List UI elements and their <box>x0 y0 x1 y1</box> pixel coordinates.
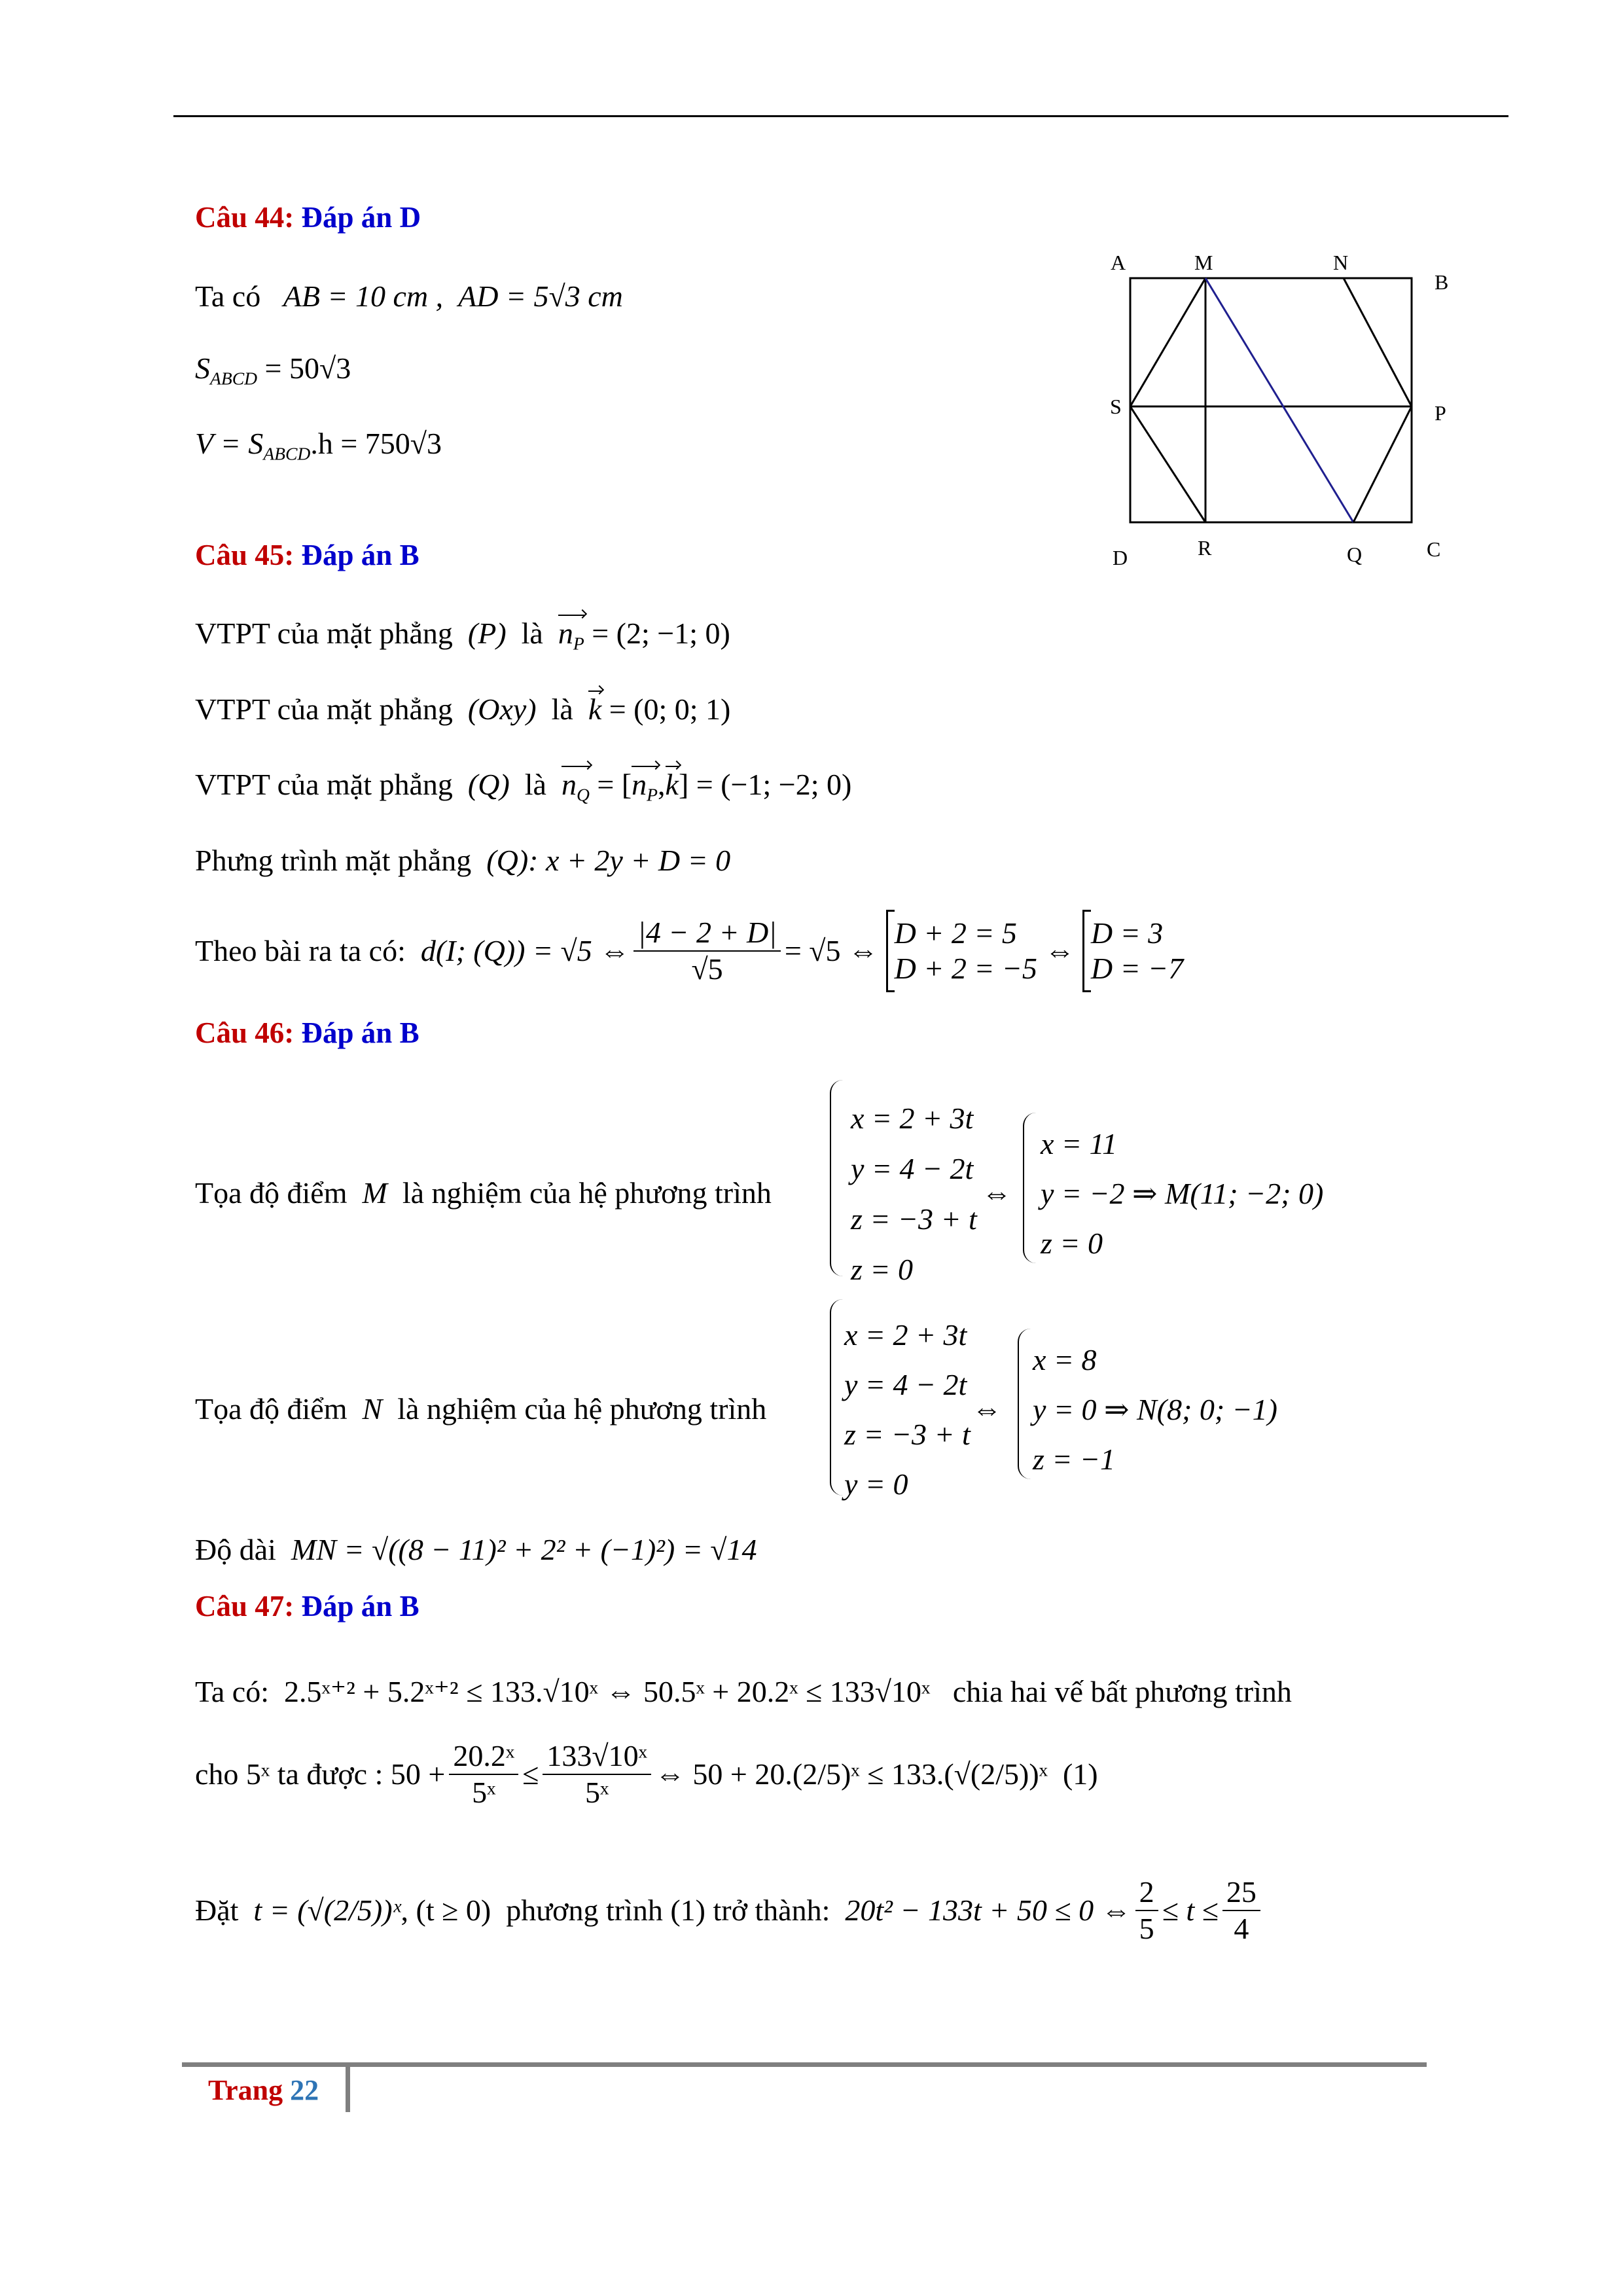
brace-n-sys <box>830 1299 844 1496</box>
question-45-heading: Câu 45: Đáp án B <box>195 539 419 571</box>
m-system: x = 2 + 3t y = 4 − 2t z = −3 + t z = 0 <box>851 1102 977 1286</box>
label-c: C <box>1427 537 1441 561</box>
label-a: A <box>1111 251 1126 274</box>
q45-line-4: Phưng trình mặt phẳng (Q): x + 2y + D = 0 <box>195 844 731 877</box>
q47-line-1: Ta có: 2.5ˣ⁺² + 5.2ˣ⁺² ≤ 133.√10ˣ ⇔ 50.5ˣ + 20.2ˣ ≤ 133√10ˣ chia hai vế bất phương trình <box>195 1675 1292 1708</box>
question-44-heading: Câu 44: Đáp án D <box>195 201 421 234</box>
label-q: Q <box>1347 543 1363 566</box>
q45-line-2: VTPT của mặt phẳng (Oxy) là k = (0; 0; 1) <box>195 692 731 726</box>
question-45-answer: Đáp án B <box>301 539 419 571</box>
q47-frac-1: $\frac{\text{20.2ˣ}}{\text{5ˣ}}$ <box>449 1741 518 1808</box>
label-r: R <box>1198 536 1212 560</box>
vector-nq: $n_Q$ <box>561 768 590 805</box>
m-equiv: ⇔ <box>982 1176 1012 1210</box>
label-m: M <box>1194 251 1213 274</box>
n-result: x = 8 y = 0 ⇒ N(8; 0; −1) z = −1 <box>1033 1343 1277 1476</box>
label-n: N <box>1333 251 1349 274</box>
q46-n-text: Tọa độ điểm N là nghiệm của hệ phương trình <box>195 1392 767 1426</box>
case-set-2: D = 3 D = −7 <box>1090 916 1184 985</box>
q47-frac-4: $\frac{25}{4}$ <box>1222 1877 1260 1944</box>
line-qp <box>1353 406 1412 522</box>
label-d: D <box>1113 546 1128 569</box>
q45-line-5: Theo bài ra ta có: d(I; (Q)) = √5 ⇔ $\frac{|4 - 2 + D|}{√5}$ = √5 ⇔ D + 2 = 5 D + 2 = −5 ⇔ D = 3 D = −7 <box>195 910 1183 992</box>
rect-abcd <box>1130 278 1412 522</box>
q47-line-2: cho 5ˣ ta được : 50 + $\frac{\text{20.2ˣ}}{\text{5ˣ}}$ ≤ $\frac{\text{133√10ˣ}}{\text{5ˣ}}$ ⇔ 50 + 20. (2/5)ˣ ≤ 133. (√(2/5))ˣ (1) <box>195 1739 1098 1809</box>
q44-line-3: $V = S_{ABCD}.h = 750√3$ <box>195 427 442 464</box>
q45-line-3: VTPT của mặt phẳng (Q) là $n_Q = [n_P,k] = (-1$; −2; 0) <box>195 768 852 805</box>
question-46-heading: Câu 46: Đáp án B <box>195 1016 419 1049</box>
label-s: S <box>1110 395 1122 418</box>
q44-line-1: Ta có AB = 10 cm , AD = 5√3 cm <box>195 279 623 313</box>
label-b: B <box>1435 270 1449 294</box>
bracket-1 <box>886 910 895 992</box>
brace-m-sys <box>830 1080 844 1276</box>
n-equiv: ⇔ <box>972 1392 1002 1426</box>
line-sr <box>1130 406 1205 522</box>
brace-m-res <box>1023 1113 1037 1263</box>
page-number: Trang 22 <box>208 2074 319 2106</box>
label-p: P <box>1435 401 1446 425</box>
footer-divider <box>346 2065 350 2112</box>
footer-rule <box>182 2062 1427 2067</box>
q45-line-1: VTPT của mặt phẳng (P) là $n_P = (2$; −1; 0) <box>195 617 730 654</box>
vector-np: $n_P$ <box>558 617 584 654</box>
q46-length: Độ dài MN = √((8 − 11)² + 2² + (−1)²) = √14 <box>195 1533 757 1566</box>
q46-m-text: Tọa độ điểm M là nghiệm của hệ phương trình <box>195 1176 772 1210</box>
vector-np-2: $n_P$ <box>632 768 658 805</box>
q44-line-2: $S_{ABCD} = 50√3$ <box>195 351 351 389</box>
q47-frac-2: $\frac{\text{133√10ˣ}}{\text{5ˣ}}$ <box>543 1741 651 1808</box>
case-set-1: D + 2 = 5 D + 2 = −5 <box>894 916 1037 985</box>
rectangle-figure <box>1099 249 1466 576</box>
question-47-answer: Đáp án B <box>301 1590 419 1623</box>
vector-k-2: k <box>665 768 679 801</box>
header-rule <box>173 115 1508 117</box>
vector-k: k <box>588 692 602 726</box>
question-44-answer: Đáp án D <box>301 201 421 234</box>
question-47-heading: Câu 47: Đáp án B <box>195 1590 419 1623</box>
bracket-2 <box>1082 910 1091 992</box>
line-mq <box>1205 278 1353 522</box>
line-sm <box>1130 278 1205 406</box>
n-system: x = 2 + 3t y = 4 − 2t z = −3 + t y = 0 <box>844 1318 971 1501</box>
q47-frac-3: $\frac{2}{5}$ <box>1135 1877 1158 1944</box>
brace-n-res <box>1018 1329 1032 1479</box>
question-46-answer: Đáp án B <box>301 1016 419 1049</box>
q45-fraction: $\frac{|4 - 2 + D|}{√5}$ <box>633 918 781 984</box>
m-result: x = 11 y = −2 ⇒ M(11; −2; 0) z = 0 <box>1041 1127 1324 1260</box>
line-np <box>1344 278 1412 406</box>
q47-line-3: Đặt t = (√(2/5))ˣ , (t ≥ 0) phương trình (1) trở thành: 20t² − 133t + 50 ≤ 0 ⇔ $\frac{2}{5}$ ≤ t ≤ $\frac{25}{4}$ <box>195 1877 1264 1944</box>
